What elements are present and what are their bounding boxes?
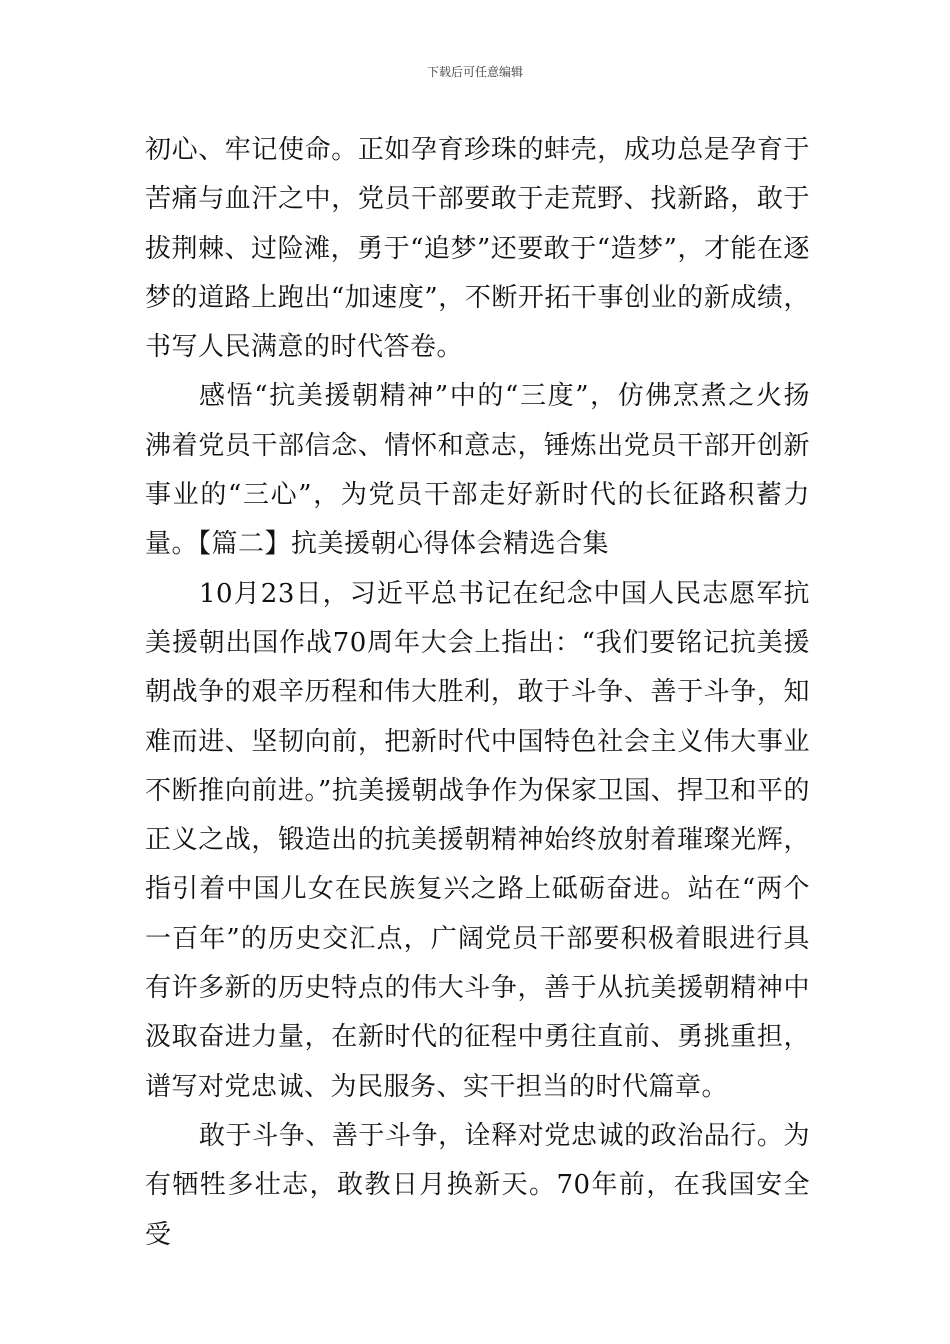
paragraph-1: 初心、牢记使命。正如孕育珍珠的蚌壳，成功总是孕育于苦痛与血汗之中，党员干部要敢于走荒野、找新路，敢于拔荆棘、过险滩，勇于“追梦”还要敢于“造梦”，才能在逐梦的道路上跑出“加速度”，不断开拓干事创业的新成绩，书写人民满意的时代答卷。	[145, 135, 810, 363]
paragraph-4: 敢于斗争、善于斗争，诠释对党忠诚的政治品行。为有牺牲多壮志，敢教日月换新天。70年前，在我国安全受	[145, 1120, 810, 1250]
paragraph-2: 感悟“抗美援朝精神”中的“三度”，仿佛烹煮之火扬沸着党员干部信念、情怀和意志，锤炼出党员干部开创新事业的“三心”，为党员干部走好新时代的长征路积蓄力量。【篇二】抗美援朝心得体会精选合集	[145, 381, 810, 560]
paragraph-3: 10月23日，习近平总书记在纪念中国人民志愿军抗美援朝出国作战70周年大会上指出：“我们要铭记抗美援朝战争的艰辛历程和伟大胜利，敢于斗争、善于斗争，知难而进、坚韧向前，把新时代中国特色社会主义伟大事业不断推向前进。”抗美援朝战争作为保家卫国、捍卫和平的正义之战，锻造出的抗美援朝精神始终放射着璀璨光辉，指引着中国儿女在民族复兴之路上砥砺奋进。站在“两个一百年”的历史交汇点，广阔党员干部要积极着眼进行具有许多新的历史特点的伟大斗争，善于从抗美援朝精神中汲取奋进力量，在新时代的征程中勇往直前、勇挑重担，谱写对党忠诚、为民服务、实干担当的时代篇章。	[145, 578, 810, 1102]
page-header: 下载后可任意编辑	[426, 65, 523, 79]
document-body	[145, 126, 810, 1260]
